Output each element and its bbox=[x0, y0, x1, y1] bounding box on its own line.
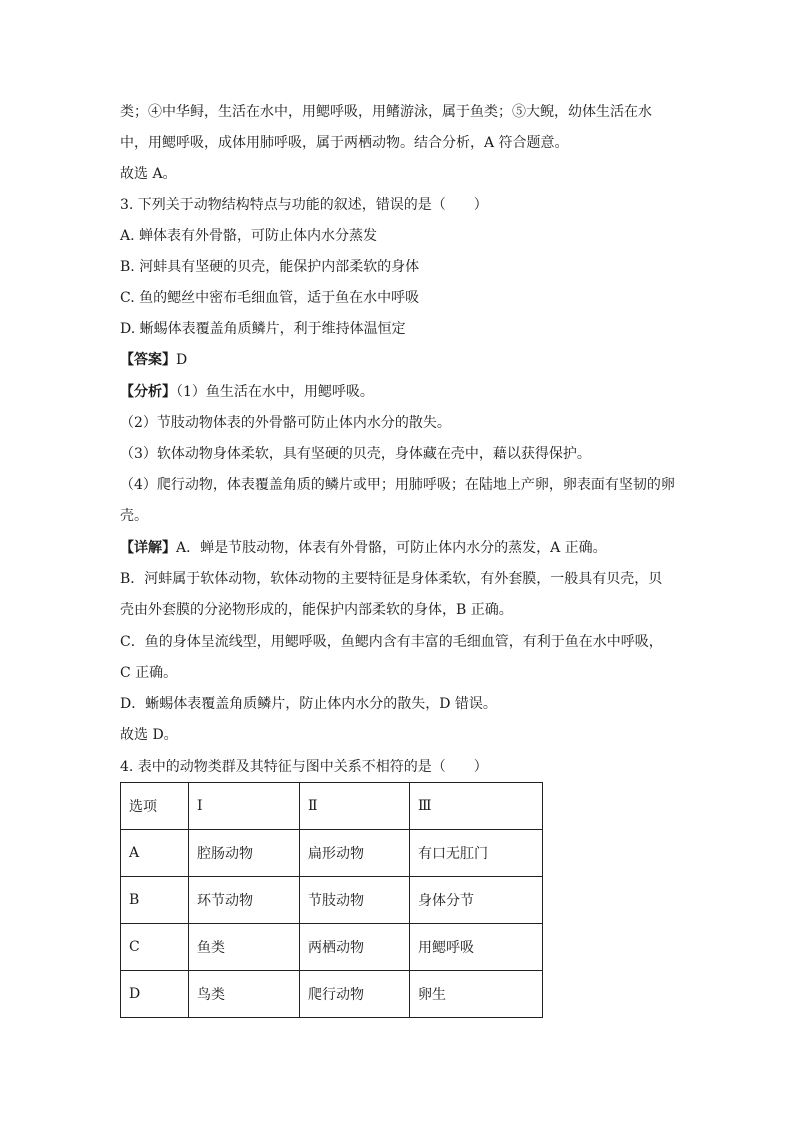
option-c: C. 鱼的鳃丝中密布毛细血管，适于鱼在水中呼吸 bbox=[120, 290, 420, 306]
text-line: （2）节肢动物体表的外骨骼可防止体内水分的散失。 bbox=[120, 415, 451, 431]
table-row bbox=[121, 830, 543, 877]
table-cell: 节肢动物 bbox=[300, 877, 410, 924]
text-line: C．鱼的身体呈流线型，用鳃呼吸，鱼鳃内含有丰富的毛细血管，有利于鱼在水中呼吸， bbox=[120, 634, 663, 650]
table-header-cell: Ⅲ bbox=[410, 783, 543, 830]
text-line: 壳。 bbox=[120, 508, 148, 524]
table-row bbox=[121, 924, 543, 971]
question-3-stem: 3. 下列关于动物结构特点与功能的叙述，错误的是（ ） bbox=[120, 197, 488, 213]
table-cell: D bbox=[121, 971, 189, 1018]
table-cell: 腔肠动物 bbox=[189, 830, 300, 877]
table-row bbox=[121, 877, 543, 924]
table-cell: 用鳃呼吸 bbox=[410, 924, 543, 971]
table-cell: B bbox=[121, 877, 189, 924]
table-cell: 鸟类 bbox=[189, 971, 300, 1018]
detail-text: A．蝉是节肢动物，体表有外骨骼，可防止体内水分的蒸发，A 正确。 bbox=[176, 540, 607, 556]
table-header-cell: Ⅰ bbox=[189, 783, 300, 830]
answer-label: 【答案】 bbox=[120, 352, 176, 368]
table-cell: 扁形动物 bbox=[300, 830, 410, 877]
option-d: D. 蜥蜴体表覆盖角质鳞片，利于维持体温恒定 bbox=[120, 321, 406, 337]
table-header-row bbox=[121, 783, 543, 830]
text-line: C 正确。 bbox=[120, 665, 178, 681]
table-header-cell: 选项 bbox=[121, 783, 189, 830]
detail-line bbox=[120, 538, 607, 558]
text-line: B．河蚌属于软体动物，软体动物的主要特征是身体柔软，有外套膜，一般具有贝壳，贝 bbox=[120, 571, 663, 587]
text-line: 中，用鳃呼吸，成体用肺呼吸，属于两栖动物。结合分析，A 符合题意。 bbox=[120, 135, 569, 151]
answer-line bbox=[120, 350, 187, 370]
analysis-text: （1）鱼生活在水中，用鳃呼吸。 bbox=[176, 384, 374, 400]
option-a: A. 蝉体表有外骨骼，可防止体内水分蒸发 bbox=[120, 228, 378, 244]
detail-label: 【详解】 bbox=[120, 540, 176, 556]
text-line: 故选 D。 bbox=[120, 727, 178, 743]
text-line: 故选 A。 bbox=[120, 166, 177, 182]
analysis-line bbox=[120, 382, 374, 402]
table-cell: 鱼类 bbox=[189, 924, 300, 971]
table-header-cell: Ⅱ bbox=[300, 783, 410, 830]
table-cell: 有口无肛门 bbox=[410, 830, 543, 877]
table-cell: 身体分节 bbox=[410, 877, 543, 924]
text-line: 壳由外套膜的分泌物形成的，能保护内部柔软的身体，B 正确。 bbox=[120, 602, 513, 618]
table-cell: 爬行动物 bbox=[300, 971, 410, 1018]
option-b: B. 河蚌具有坚硬的贝壳，能保护内部柔软的身体 bbox=[120, 259, 420, 275]
text-line: D．蜥蜴体表覆盖角质鳞片，防止体内水分的散失，D 错误。 bbox=[120, 696, 497, 712]
answer-value: D bbox=[176, 352, 188, 368]
question-4-stem: 4. 表中的动物类群及其特征与图中关系不相符的是（ ） bbox=[120, 759, 488, 775]
classification-table bbox=[120, 782, 543, 1018]
text-line: 类；④中华鲟，生活在水中，用鳃呼吸，用鳍游泳，属于鱼类；⑤大鲵，幼体生活在水 bbox=[120, 104, 652, 120]
text-line: （4）爬行动物，体表覆盖角质的鳞片或甲；用肺呼吸；在陆地上产卵，卵表面有坚韧的卵 bbox=[120, 477, 675, 493]
table-cell: A bbox=[121, 830, 189, 877]
table-cell: 卵生 bbox=[410, 971, 543, 1018]
text-line: （3）软体动物身体柔软，具有坚硬的贝壳，身体藏在壳中，藉以获得保护。 bbox=[120, 446, 591, 462]
table-cell: 两栖动物 bbox=[300, 924, 410, 971]
table-row bbox=[121, 971, 543, 1018]
analysis-label: 【分析】 bbox=[120, 384, 176, 400]
table-cell: 环节动物 bbox=[189, 877, 300, 924]
table-cell: C bbox=[121, 924, 189, 971]
